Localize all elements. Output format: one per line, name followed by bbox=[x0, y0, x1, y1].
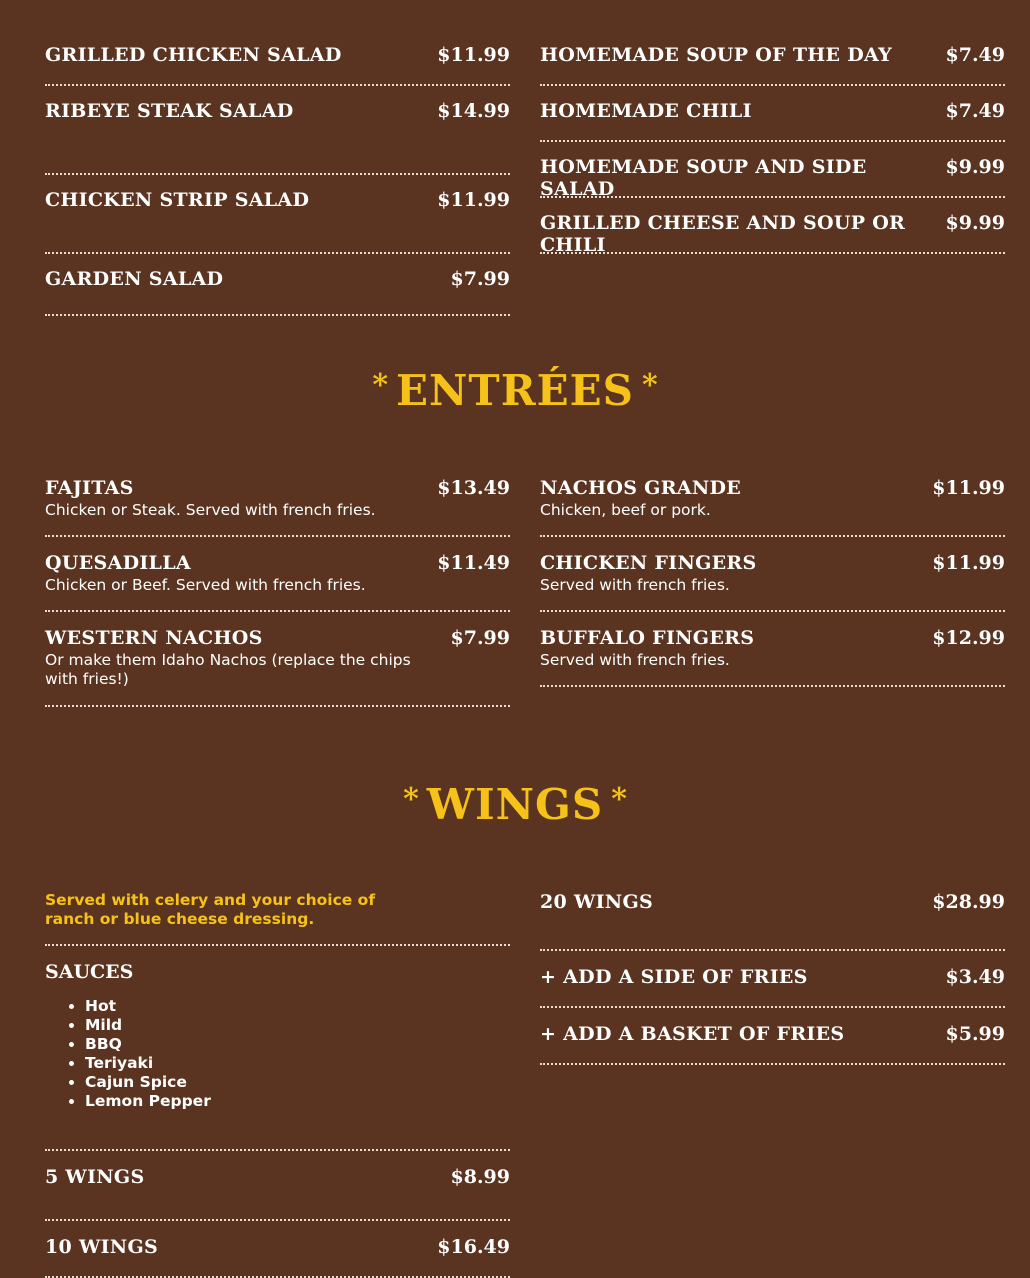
wings-intro: Served with celery and your choice of ranch or blue cheese dressing. bbox=[45, 891, 376, 928]
item-price: $28.99 bbox=[932, 891, 1005, 913]
list-item: • Lemon Pepper bbox=[85, 1092, 510, 1111]
item-price: $7.99 bbox=[450, 268, 510, 290]
item-price: $3.49 bbox=[945, 966, 1005, 988]
menu-item bbox=[540, 891, 1005, 951]
wings-right-column bbox=[540, 891, 1005, 1065]
wings-left-column bbox=[45, 891, 510, 1278]
item-name: + ADD A SIDE OF FRIES bbox=[540, 966, 808, 988]
menu-item bbox=[45, 1236, 510, 1278]
item-price: $12.99 bbox=[932, 627, 1005, 649]
item-price: $11.99 bbox=[437, 189, 510, 211]
section-title: WINGS bbox=[426, 780, 604, 829]
list-item: • Hot bbox=[85, 997, 510, 1016]
list-item: • BBQ bbox=[85, 1035, 510, 1054]
item-price: $9.99 bbox=[945, 156, 1005, 178]
item-name: CHICKEN STRIP SALAD bbox=[45, 189, 310, 211]
menu-item bbox=[540, 44, 1005, 86]
item-description: Chicken or Beef. Served with french fries. bbox=[45, 576, 366, 594]
item-name: GARDEN SALAD bbox=[45, 268, 224, 290]
item-price: $14.99 bbox=[437, 100, 510, 122]
item-price: $13.49 bbox=[437, 477, 510, 499]
list-item: • Mild bbox=[85, 1016, 510, 1035]
item-price: $7.49 bbox=[945, 100, 1005, 122]
item-price: $11.99 bbox=[932, 477, 1005, 499]
menu-item bbox=[45, 268, 510, 316]
menu-item bbox=[540, 627, 1005, 687]
menu-item bbox=[540, 100, 1005, 142]
item-name: FAJITAS bbox=[45, 477, 134, 499]
item-description: Served with french fries. bbox=[540, 576, 730, 594]
item-price: $11.99 bbox=[437, 44, 510, 66]
item-name: QUESADILLA bbox=[45, 552, 191, 574]
item-name: GRILLED CHICKEN SALAD bbox=[45, 44, 342, 66]
menu-item bbox=[540, 477, 1005, 537]
star-icon: * bbox=[641, 368, 658, 403]
item-price: $8.99 bbox=[450, 1166, 510, 1188]
item-description: Chicken or Steak. Served with french fries. bbox=[45, 501, 376, 519]
item-description: Or make them Idaho Nachos (replace the chips with fries!) bbox=[45, 651, 411, 688]
menu-item bbox=[540, 552, 1005, 612]
menu-item bbox=[45, 189, 510, 254]
entrees-heading bbox=[0, 366, 1030, 415]
item-name: BUFFALO FINGERS bbox=[540, 627, 755, 649]
item-price: $7.49 bbox=[945, 44, 1005, 66]
item-price: $16.49 bbox=[437, 1236, 510, 1258]
soups-column bbox=[540, 44, 1005, 254]
star-icon: * bbox=[372, 368, 389, 403]
item-name: GRILLED CHEESE AND SOUP OR CHILI bbox=[540, 212, 906, 256]
item-price: $11.49 bbox=[437, 552, 510, 574]
sauces-title: SAUCES bbox=[45, 961, 134, 983]
menu-item bbox=[540, 212, 1005, 254]
item-name: HOMEMADE CHILI bbox=[540, 100, 752, 122]
wings-intro-block bbox=[45, 891, 510, 946]
list-item: • Cajun Spice bbox=[85, 1073, 510, 1092]
salads-column bbox=[45, 44, 510, 316]
menu-item bbox=[45, 100, 510, 175]
sauces-list bbox=[45, 997, 510, 1111]
menu-item bbox=[540, 966, 1005, 1008]
item-name: CHICKEN FINGERS bbox=[540, 552, 757, 574]
menu-item bbox=[45, 44, 510, 86]
menu-item bbox=[45, 1166, 510, 1221]
item-name: + ADD A BASKET OF FRIES bbox=[540, 1023, 845, 1045]
wings-heading bbox=[0, 780, 1030, 829]
menu-item bbox=[540, 1023, 1005, 1065]
item-name: 10 WINGS bbox=[45, 1236, 158, 1258]
item-name: 20 WINGS bbox=[540, 891, 653, 913]
item-price: $5.99 bbox=[945, 1023, 1005, 1045]
menu-item bbox=[45, 477, 510, 537]
item-name: RIBEYE STEAK SALAD bbox=[45, 100, 294, 122]
star-icon: * bbox=[403, 782, 419, 817]
entrees-left-column bbox=[45, 477, 510, 707]
item-description: Served with french fries. bbox=[540, 651, 730, 669]
item-price: $11.99 bbox=[932, 552, 1005, 574]
menu-item bbox=[45, 552, 510, 612]
item-price: $7.99 bbox=[450, 627, 510, 649]
menu-item bbox=[540, 156, 1005, 198]
list-item: • Teriyaki bbox=[85, 1054, 510, 1073]
sauces-block bbox=[45, 961, 510, 1151]
item-name: 5 WINGS bbox=[45, 1166, 145, 1188]
item-price: $9.99 bbox=[945, 212, 1005, 234]
item-name: HOMEMADE SOUP OF THE DAY bbox=[540, 44, 892, 66]
item-name: HOMEMADE SOUP AND SIDE SALAD bbox=[540, 156, 867, 200]
item-name: NACHOS GRANDE bbox=[540, 477, 742, 499]
star-icon: * bbox=[611, 782, 627, 817]
section-title: ENTRÉES bbox=[396, 366, 634, 415]
item-description: Chicken, beef or pork. bbox=[540, 501, 711, 519]
menu-item bbox=[45, 627, 510, 707]
entrees-right-column bbox=[540, 477, 1005, 687]
item-name: WESTERN NACHOS bbox=[45, 627, 263, 649]
